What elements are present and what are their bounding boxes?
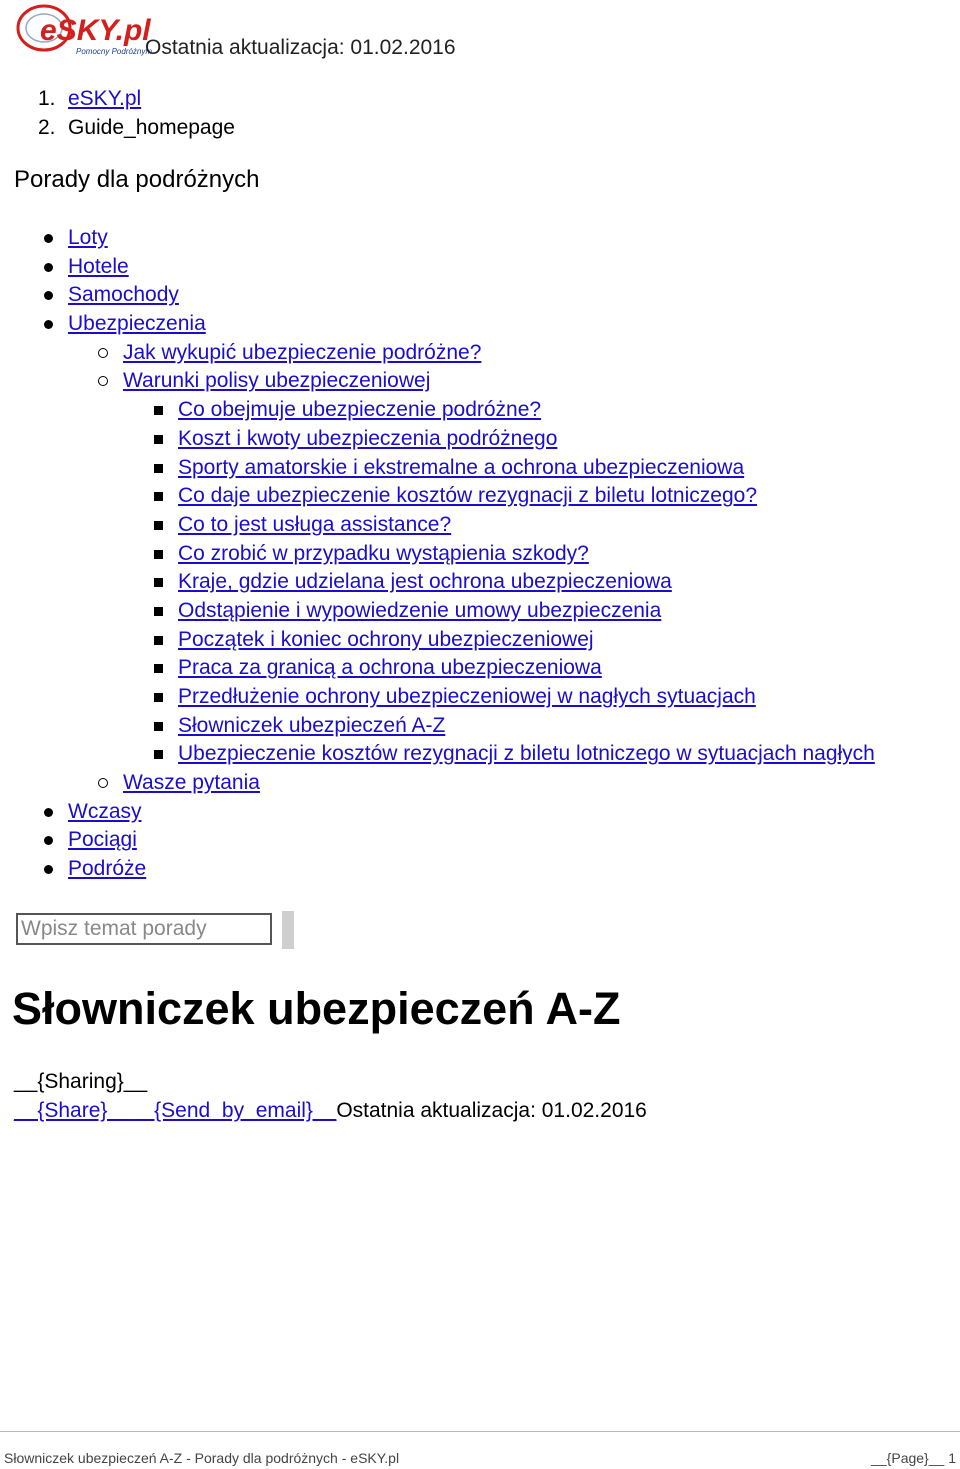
nav-link-sporty[interactable]: Sporty amatorskie i ekstremalne a ochrona ubezpieczeniowa <box>178 455 745 479</box>
disc-bullet <box>44 234 53 243</box>
square-bullet <box>154 607 163 616</box>
search-input[interactable] <box>16 913 272 945</box>
page-number: 1 <box>948 1450 956 1466</box>
nav-link-ubezpieczenia[interactable]: Ubezpieczenia <box>68 312 206 336</box>
nav-item-warunki-sub <box>0 511 960 540</box>
send-by-email-link[interactable]: __{Send_by_email}__ <box>130 1099 337 1122</box>
nav-item-warunki-sub <box>0 597 960 626</box>
nav-item-warunki-sub <box>0 740 960 769</box>
nav-link-rezygnacja[interactable]: Co daje ubezpieczenie kosztów rezygnacji z biletu lotniczego? <box>178 484 757 508</box>
nav-item-warunki-sub <box>0 425 960 454</box>
logo-text: eSKY.pl <box>40 14 151 47</box>
footer-divider <box>0 1431 960 1432</box>
breadcrumb-link-esky[interactable]: eSKY.pl <box>68 87 142 110</box>
breadcrumb-item <box>38 113 235 142</box>
nav-link-odstapienie[interactable]: Odstąpienie i wypowiedzenie umowy ubezpieczenia <box>178 598 662 622</box>
square-bullet <box>154 435 163 444</box>
page-token: __{Page}__ <box>871 1450 945 1466</box>
nav-link-jak-wykupic[interactable]: Jak wykupić ubezpieczenie podróżne? <box>123 340 482 364</box>
square-bullet <box>154 550 163 559</box>
nav-link-kraje[interactable]: Kraje, gdzie udzielana jest ochrona ubezpieczeniowa <box>178 570 672 594</box>
disc-bullet <box>44 291 53 300</box>
circle-bullet <box>98 778 108 788</box>
nav-item-warunki-sub <box>0 712 960 741</box>
nav-item-warunki-sub <box>0 568 960 597</box>
last-update-header: Ostatnia aktualizacja: 01.02.2016 <box>145 36 456 59</box>
nav-item-warunki-sub <box>0 396 960 425</box>
square-bullet <box>154 693 163 702</box>
breadcrumb-current: Guide_homepage <box>68 116 235 139</box>
guide-navigation <box>0 224 960 884</box>
square-bullet <box>154 406 163 415</box>
nav-link-pociagi[interactable]: Pociągi <box>68 828 137 852</box>
share-line <box>14 1099 647 1123</box>
page-title: Słowniczek ubezpieczeń A-Z <box>12 983 621 1034</box>
nav-item-warunki-sub <box>0 454 960 483</box>
nav-item-warunki-sub <box>0 683 960 712</box>
nav-link-wasze-pytania[interactable]: Wasze pytania <box>123 771 260 795</box>
nav-item-warunki-sub <box>0 654 960 683</box>
nav-link-samochody[interactable]: Samochody <box>68 283 179 307</box>
nav-item-warunki-sub <box>0 540 960 569</box>
breadcrumb-number: 1. <box>38 87 56 110</box>
nav-item-warunki-sub <box>0 482 960 511</box>
disc-bullet <box>44 836 53 845</box>
nav-item-hotele <box>0 253 960 282</box>
last-update-text: Ostatnia aktualizacja: 01.02.2016 <box>336 1099 647 1122</box>
square-bullet <box>154 521 163 530</box>
nav-item-jak-wykupic <box>0 339 960 368</box>
page-header <box>14 2 614 59</box>
circle-bullet <box>98 348 108 358</box>
nav-link-rezygnacja-nagle[interactable]: Ubezpieczenie kosztów rezygnacji z biletu lotniczego w sytuacjach nagłych <box>178 742 875 766</box>
nav-link-co-obejmuje[interactable]: Co obejmuje ubezpieczenie podróżne? <box>178 398 542 422</box>
nav-item-warunki <box>0 367 960 396</box>
sharing-label: __{Sharing}__ <box>14 1070 148 1093</box>
nav-item-pociagi <box>0 826 960 855</box>
nav-link-wczasy[interactable]: Wczasy <box>68 799 142 823</box>
nav-item-wczasy <box>0 798 960 827</box>
breadcrumb-item <box>38 84 235 113</box>
nav-item-ubezpieczenia <box>0 310 960 339</box>
square-bullet <box>154 722 163 731</box>
footer-page-title: Słowniczek ubezpieczeń A-Z - Porady dla podróżnych - eSKY.pl <box>4 1450 400 1466</box>
nav-item-loty <box>0 224 960 253</box>
nav-link-szkoda[interactable]: Co zrobić w przypadku wystąpienia szkody? <box>178 541 589 565</box>
square-bullet <box>154 750 163 759</box>
circle-bullet <box>98 376 108 386</box>
disc-bullet <box>44 808 53 817</box>
square-bullet <box>154 664 163 673</box>
nav-link-przedluzenie[interactable]: Przedłużenie ochrony ubezpieczeniowej w nagłych sytuacjach <box>178 685 756 708</box>
disc-bullet <box>44 263 53 272</box>
logo-tagline: Pomocny Podróżnym <box>76 47 153 56</box>
esky-logo[interactable] <box>14 2 153 58</box>
disc-bullet <box>44 865 53 874</box>
square-bullet <box>154 464 163 473</box>
section-title: Porady dla podróżnych <box>14 166 260 193</box>
share-link[interactable]: __{Share}__ <box>14 1099 131 1122</box>
breadcrumb-number: 2. <box>38 116 56 139</box>
nav-link-praca-za-granica[interactable]: Praca za granicą a ochrona ubezpieczeniowa <box>178 656 602 680</box>
nav-item-podroze <box>0 855 960 884</box>
nav-item-samochody <box>0 281 960 310</box>
nav-link-slowniczek[interactable]: Słowniczek ubezpieczeń A-Z <box>178 713 446 737</box>
nav-link-assistance[interactable]: Co to jest usługa assistance? <box>178 512 452 536</box>
nav-item-wasze-pytania <box>0 769 960 798</box>
nav-link-warunki[interactable]: Warunki polisy ubezpieczeniowej <box>123 369 431 393</box>
disc-bullet <box>44 320 53 329</box>
nav-link-podroze[interactable]: Podróże <box>68 857 147 881</box>
search-button[interactable] <box>282 911 294 949</box>
square-bullet <box>154 636 163 645</box>
nav-link-loty[interactable]: Loty <box>68 226 108 249</box>
footer-page-number <box>871 1450 956 1466</box>
square-bullet <box>154 492 163 501</box>
square-bullet <box>154 578 163 587</box>
nav-link-poczatek-koniec[interactable]: Początek i koniec ochrony ubezpieczeniowej <box>178 627 594 651</box>
nav-item-warunki-sub <box>0 626 960 655</box>
nav-link-koszt-i-kwoty[interactable]: Koszt i kwoty ubezpieczenia podróżnego <box>178 426 558 450</box>
nav-link-hotele[interactable]: Hotele <box>68 254 129 278</box>
breadcrumb <box>38 84 235 142</box>
